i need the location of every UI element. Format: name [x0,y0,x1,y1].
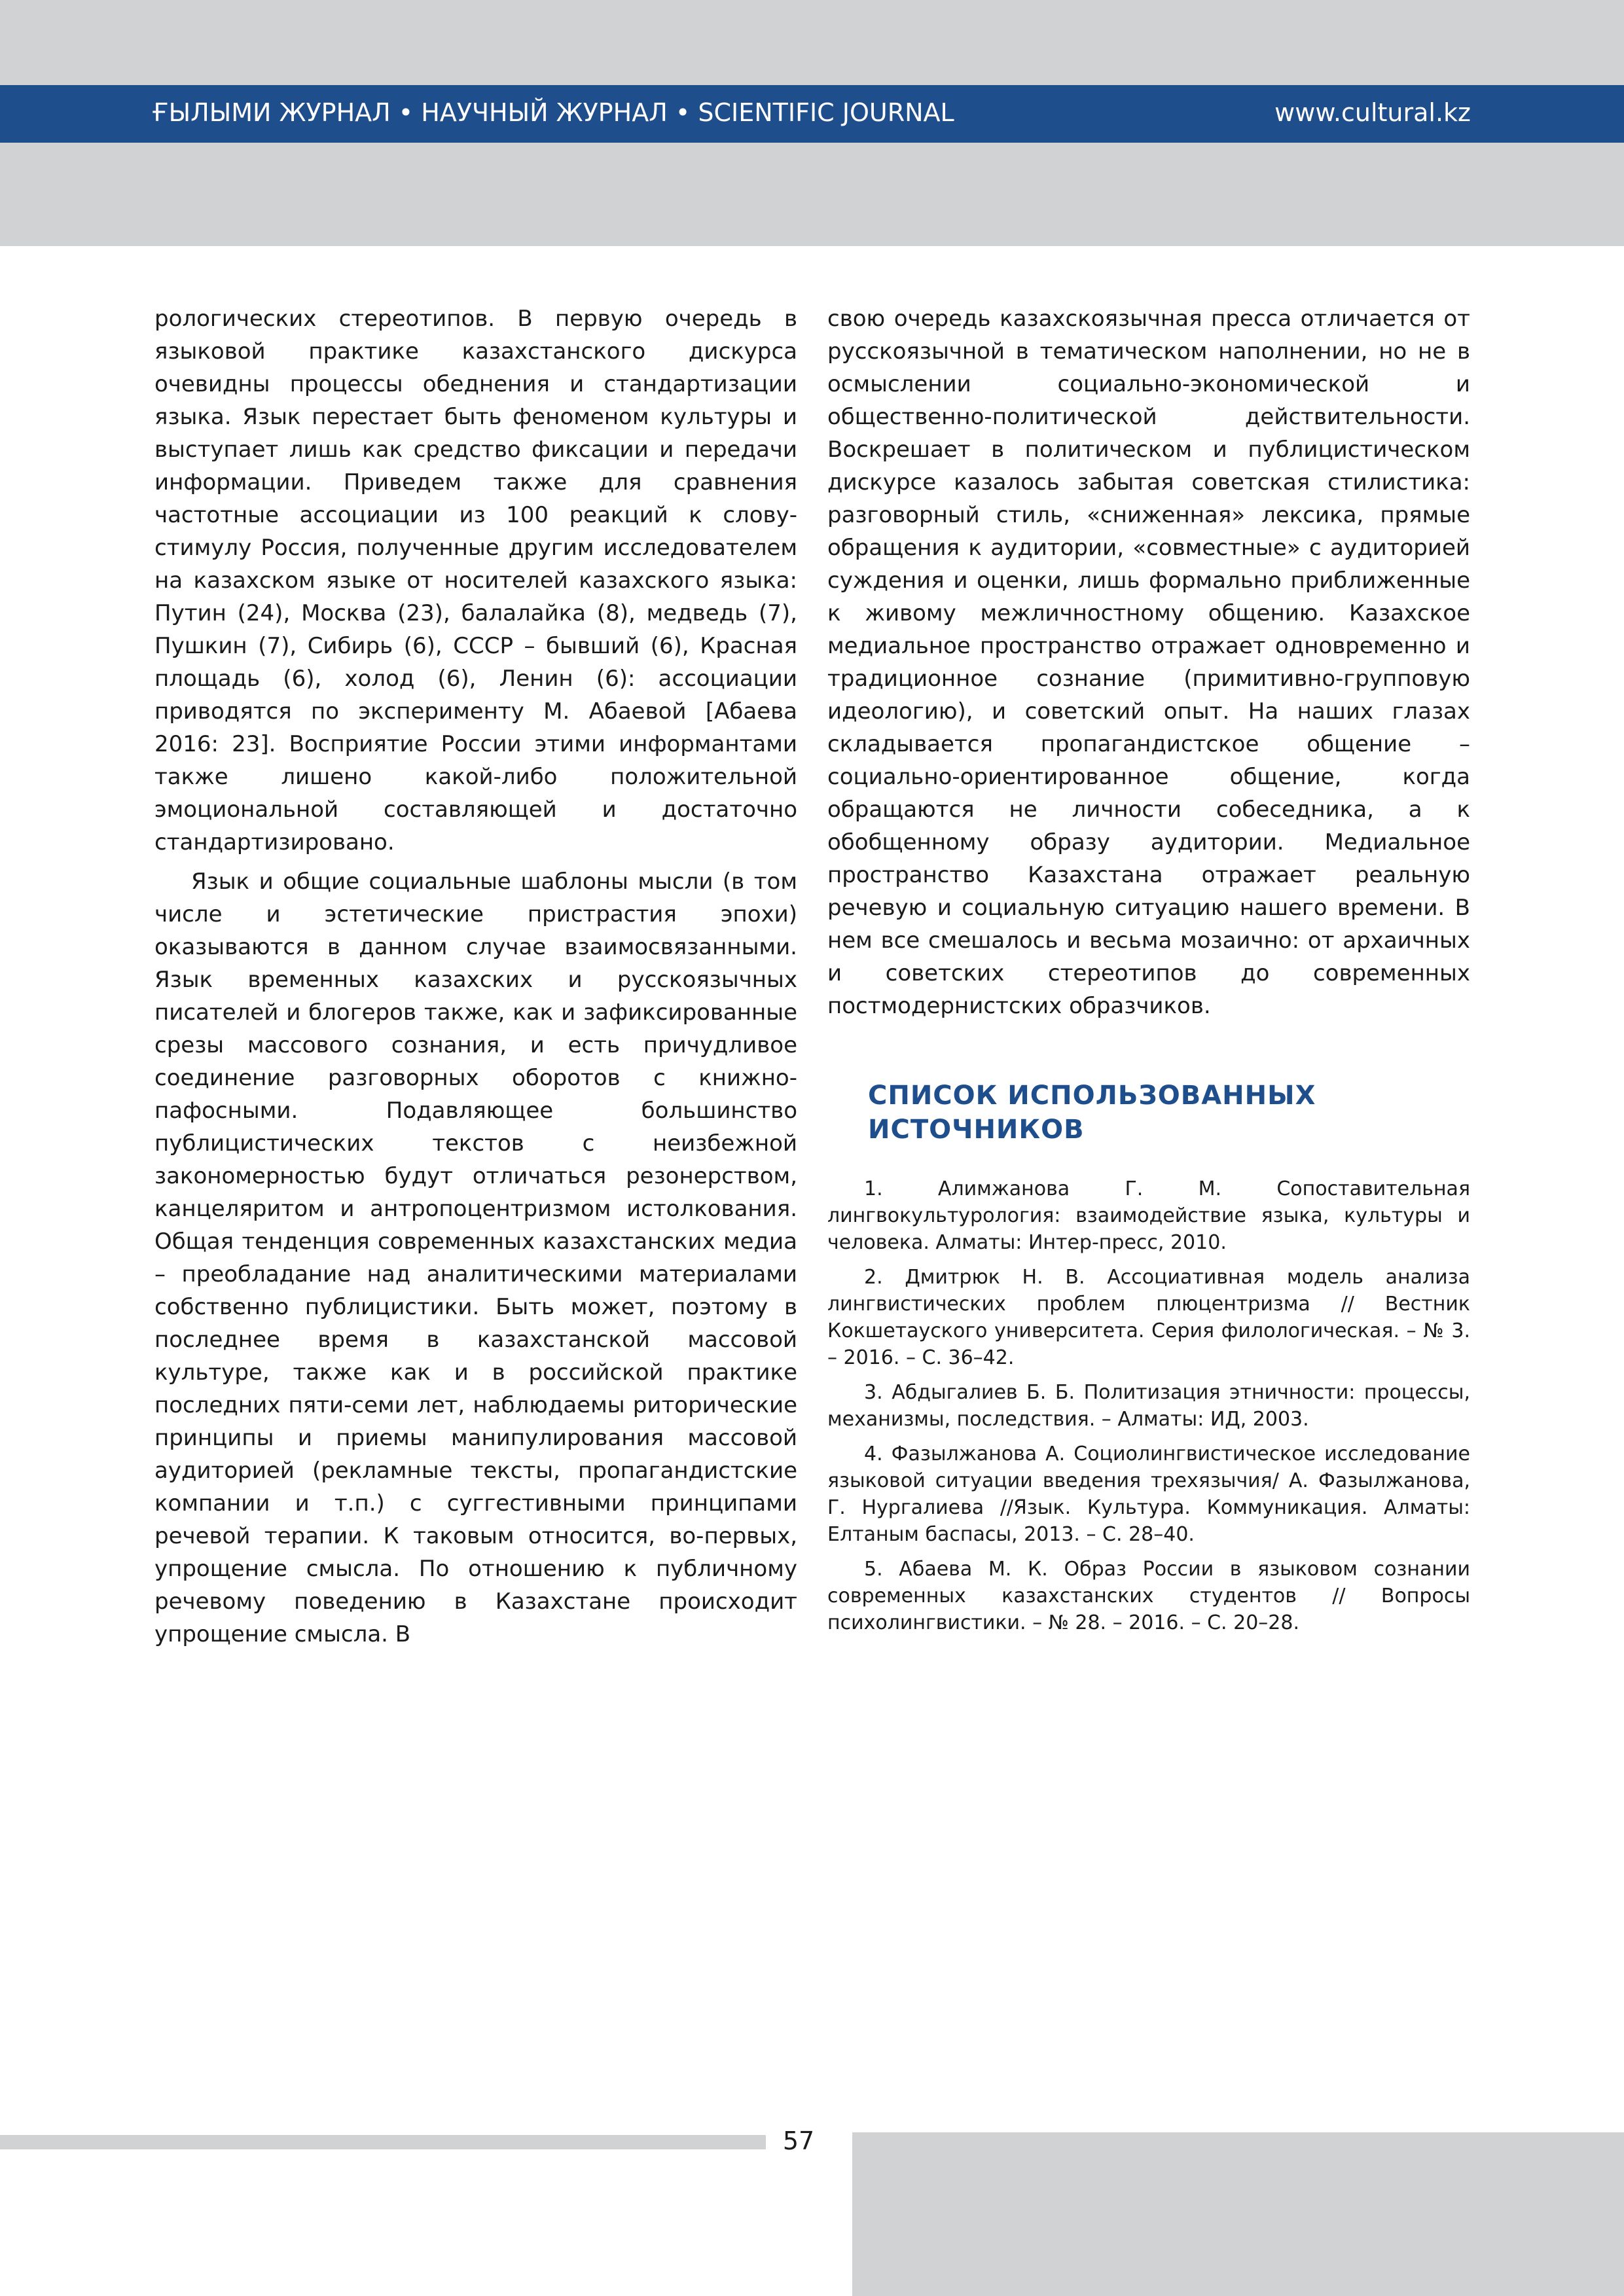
reference-item: 5. Абаева М. К. Образ России в языковом сознании современных казахстанских студентов // Вопросы психолингвистики. – № 28. – 2016. – С. 20–28. [827,1558,1470,1634]
right-column [827,302,1470,1636]
journal-title: ҒЫЛЫМИ ЖУРНАЛ • НАУЧНЫЙ ЖУРНАЛ • SCIENTIFIC JOURNAL [152,98,954,127]
reference-item: 2. Дмитрюк Н. В. Ассоциативная модель анализа лингвистических проблем плюцентризма // Вестник Кокшетауского университета. Серия филологическая. – № 3. – 2016. – С. 36–42. [827,1266,1470,1369]
reference-item: 4. Фазылжанова А. Социолингвистическое исследование языковой ситуации введения трехязычия/ А. Фазылжанова, Г. Нургалиева //Язык. Культура. Коммуникация. Алматы: Елтаным баспасы, 2013. – С. 28–40. [827,1443,1470,1546]
references-list [827,1175,1470,1636]
journal-header-bar [0,85,1624,143]
page-number: 57 [782,2126,815,2155]
right-paragraph-1: свою очередь казахскоязычная пресса отличается от русскоязычной в тематическом наполнении, но не в осмыслении социально-экономической и общественно-политической действительности. Воскрешает в политическом и публицистическом дискурсе казалось забытая советская стилистика: разговорный стиль, «сниженная» лексика, прямые обращения к аудитории, «совместные» с аудиторией суждения и оценки, лишь формально приближенные к живому межличностному общению. Казахское медиальное пространство отражает одновременно и традиционное сознание (примитивно-групповую идеологию), и советский опыт. На наших глазах складывается пропагандистское общение – социально-ориентированное общение, когда обращаются не личности собеседника, а к обобщенному образу аудитории. Медиальное пространство Казахстана отражает реальную речевую и социальную ситуацию нашего времени. В нем все смешалось и весьма мозаично: от архаичных и советских стереотипов до современных постмодернистских образчиков. [827,306,1470,1019]
footer-rule [0,2135,766,2149]
reference-item: 3. Абдыгалиев Б. Б. Политизация этничности: процессы, механизмы, последствия. – Алматы: ИД, 2003. [827,1381,1470,1431]
left-paragraph-1: рологических стереотипов. В первую очередь в языковой практике казахстанского дискурса очевидны процессы обеднения и стандартизации языка. Язык перестает быть феноменом культуры и выступает лишь как средство фиксации и передачи информации. Приведем также для сравнения частотные ассоциации из 100 реакций к слову-стимулу Россия, полученные другим исследователем на казахском языке от носителей казахского языка: Путин (24), Москва (23), балалайка (8), медведь (7), Пушкин (7), Сибирь (6), СССР – бывший (6), Красная площадь (6), холод (6), Ленин (6): ассоциации приводятся по эксперименту М. Абаевой [Абаева 2016: 23]. Восприятие России этими информантами также лишено какой-либо положительной эмоциональной составляющей и достаточно стандартизировано. [154,306,797,855]
left-column [154,302,797,1651]
references-heading-line-2: ИСТОЧНИКОВ [868,1115,1085,1145]
footer-band [852,2132,1624,2296]
left-paragraph-2: Язык и общие социальные шаблоны мысли (в том числе и эстетические пристрастия эпохи) оказываются в данном случае взаимосвязанными. Язык временных казахских и русскоязычных писателей и блогеров также, как и зафиксированные срезы массового сознания, и есть причудливое соединение разговорных оборотов с книжно-пафосными. Подавляющее большинство публицистических текстов с неизбежной закономерностью будут отличаться резонерством, канцеляритом и антропоцентризмом истолкования. Общая тенденция современных казахстанских медиа – преобладание над аналитическими материалами собственно публицистики. Быть может, поэтому в последнее время в казахстанской массовой культуре, также как и в российской практике последних пяти-семи лет, наблюдаемы риторические принципы и приемы манипулирования массовой аудиторией (рекламные тексты, пропагандистские компании и т.п.) с суггестивными принципами речевой терапии. К таковым относится, во-первых, упрощение смысла. По отношению к публичному речевому поведению в Казахстане происходит упрощение смысла. В [154,869,797,1647]
references-heading [868,1079,1470,1147]
reference-item: 1. Алимжанова Г. М. Сопоставительная лингвокультурология: взаимодействие языка, культуры и человека. Алматы: Интер-пресс, 2010. [827,1177,1470,1254]
journal-url: www.cultural.kz [1274,98,1471,127]
references-heading-line-1: СПИСОК ИСПОЛЬЗОВАННЫХ [868,1081,1316,1111]
